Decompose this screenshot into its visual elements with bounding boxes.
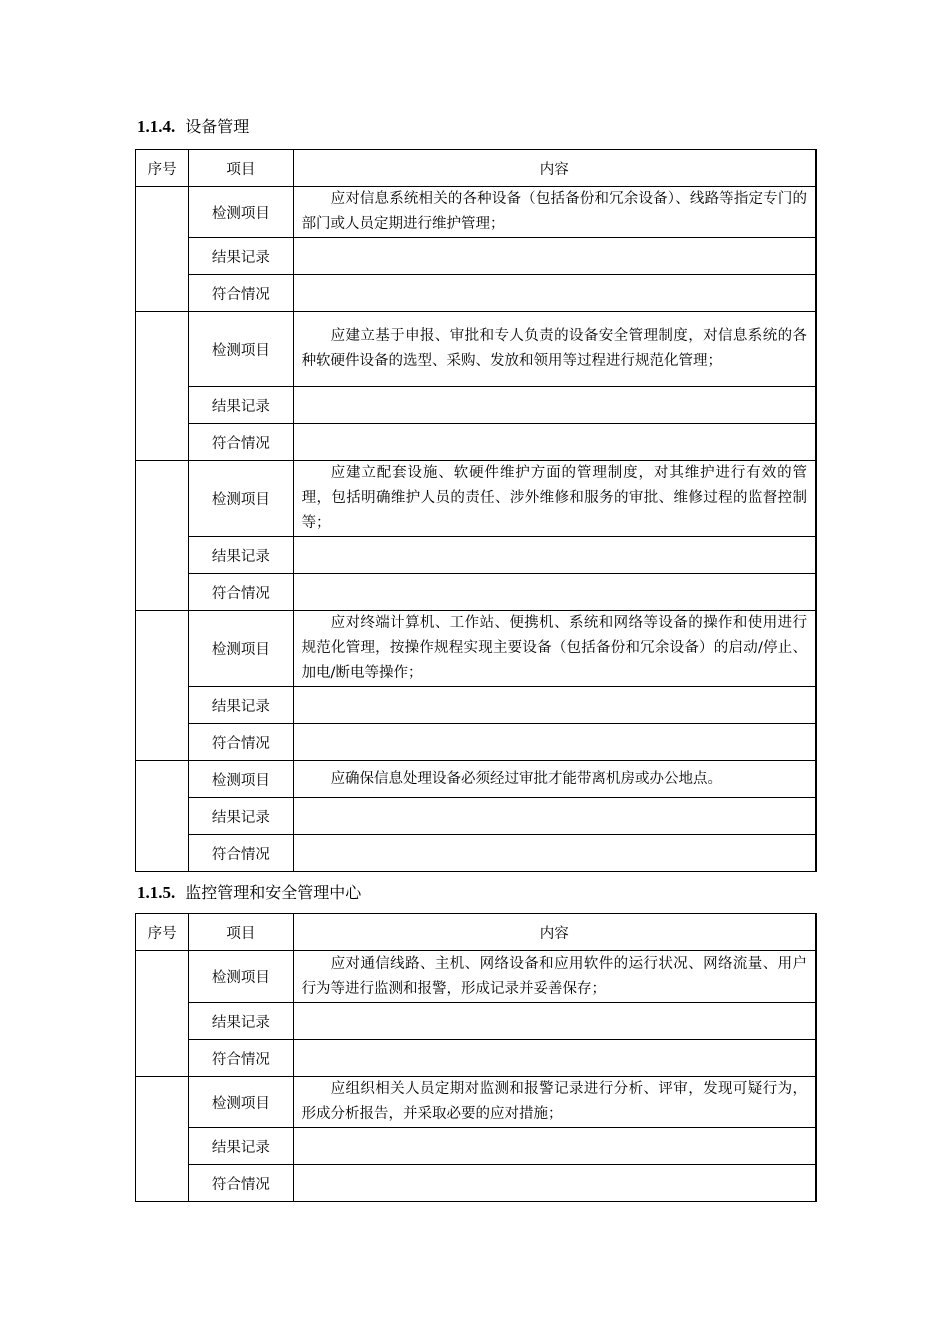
header-seq: 序号 [136, 150, 189, 187]
result-label: 结果记录 [189, 687, 293, 724]
header-item: 项目 [189, 150, 293, 187]
table-row [136, 1128, 817, 1165]
seq-cell [136, 187, 189, 312]
table-row [136, 461, 817, 537]
table-row [136, 424, 817, 461]
comply-label: 符合情况 [189, 1165, 293, 1202]
comply-label: 符合情况 [189, 275, 293, 312]
table-row [136, 275, 817, 312]
seq-cell [136, 312, 189, 461]
result-value[interactable] [293, 687, 816, 724]
header-content: 内容 [293, 150, 816, 187]
check-content: 应对终端计算机、工作站、便携机、系统和网络等设备的操作和使用进行规范化管理，按操作规程实现主要设备（包括备份和冗余设备）的启动/停止、加电/断电等操作； [293, 611, 816, 687]
comply-value[interactable] [293, 574, 816, 611]
comply-value[interactable] [293, 1165, 816, 1202]
check-label: 检测项目 [189, 312, 293, 387]
table-row [136, 951, 817, 1003]
seq-cell [136, 611, 189, 761]
section-title-monitoring [137, 883, 361, 903]
result-label: 结果记录 [189, 238, 293, 275]
comply-label: 符合情况 [189, 1040, 293, 1077]
check-content: 应对通信线路、主机、网络设备和应用软件的运行状况、网络流量、用户行为等进行监测和报警，形成记录并妥善保存； [293, 951, 816, 1003]
check-content: 应对信息系统相关的各种设备（包括备份和冗余设备）、线路等指定专门的部门或人员定期进行维护管理； [293, 187, 816, 238]
table-row [136, 724, 817, 761]
table-row [136, 574, 817, 611]
result-value[interactable] [293, 537, 816, 574]
check-content: 应组织相关人员定期对监测和报警记录进行分析、评审，发现可疑行为，形成分析报告，并采取必要的应对措施； [293, 1077, 816, 1128]
result-label: 结果记录 [189, 798, 293, 835]
result-value[interactable] [293, 387, 816, 424]
check-label: 检测项目 [189, 611, 293, 687]
equipment-management-table [135, 149, 817, 872]
seq-cell [136, 1077, 189, 1202]
section-title-equipment [137, 117, 249, 137]
section-heading: 设备管理 [185, 117, 250, 136]
comply-value[interactable] [293, 1040, 816, 1077]
check-content: 应建立基于申报、审批和专人负责的设备安全管理制度，对信息系统的各种软硬件设备的选型、采购、发放和领用等过程进行规范化管理； [293, 312, 816, 387]
header-item: 项目 [189, 914, 293, 951]
comply-label: 符合情况 [189, 424, 293, 461]
comply-value[interactable] [293, 275, 816, 312]
table-row [136, 387, 817, 424]
check-content: 应确保信息处理设备必须经过审批才能带离机房或办公地点。 [293, 761, 816, 798]
comply-label: 符合情况 [189, 835, 293, 872]
header-content: 内容 [293, 914, 816, 951]
check-label: 检测项目 [189, 951, 293, 1003]
table-row [136, 238, 817, 275]
table-row [136, 1077, 817, 1128]
check-content: 应建立配套设施、软硬件维护方面的管理制度，对其维护进行有效的管理，包括明确维护人员的责任、涉外维修和服务的审批、维修过程的监督控制等； [293, 461, 816, 537]
result-label: 结果记录 [189, 1128, 293, 1165]
header-seq: 序号 [136, 914, 189, 951]
result-label: 结果记录 [189, 387, 293, 424]
result-label: 结果记录 [189, 537, 293, 574]
table-row [136, 1040, 817, 1077]
table-row [136, 537, 817, 574]
result-value[interactable] [293, 1128, 816, 1165]
check-label: 检测项目 [189, 1077, 293, 1128]
comply-value[interactable] [293, 835, 816, 872]
section-heading: 监控管理和安全管理中心 [185, 883, 362, 902]
result-value[interactable] [293, 1003, 816, 1040]
table-row [136, 187, 817, 238]
monitoring-management-table [135, 913, 817, 1202]
seq-cell [136, 951, 189, 1077]
result-value[interactable] [293, 798, 816, 835]
section-number: 1.1.4. [137, 117, 176, 136]
comply-label: 符合情况 [189, 724, 293, 761]
comply-value[interactable] [293, 724, 816, 761]
result-label: 结果记录 [189, 1003, 293, 1040]
check-label: 检测项目 [189, 461, 293, 537]
seq-cell [136, 761, 189, 872]
check-label: 检测项目 [189, 761, 293, 798]
table-row [136, 798, 817, 835]
table-row [136, 312, 817, 387]
table-row [136, 1003, 817, 1040]
check-label: 检测项目 [189, 187, 293, 238]
table-row [136, 835, 817, 872]
comply-label: 符合情况 [189, 574, 293, 611]
table-header-row [136, 150, 817, 187]
table-row [136, 611, 817, 687]
table-row [136, 687, 817, 724]
seq-cell [136, 461, 189, 611]
table-row [136, 1165, 817, 1202]
table-header-row [136, 914, 817, 951]
table-row [136, 761, 817, 798]
comply-value[interactable] [293, 424, 816, 461]
result-value[interactable] [293, 238, 816, 275]
section-number: 1.1.5. [137, 883, 176, 902]
